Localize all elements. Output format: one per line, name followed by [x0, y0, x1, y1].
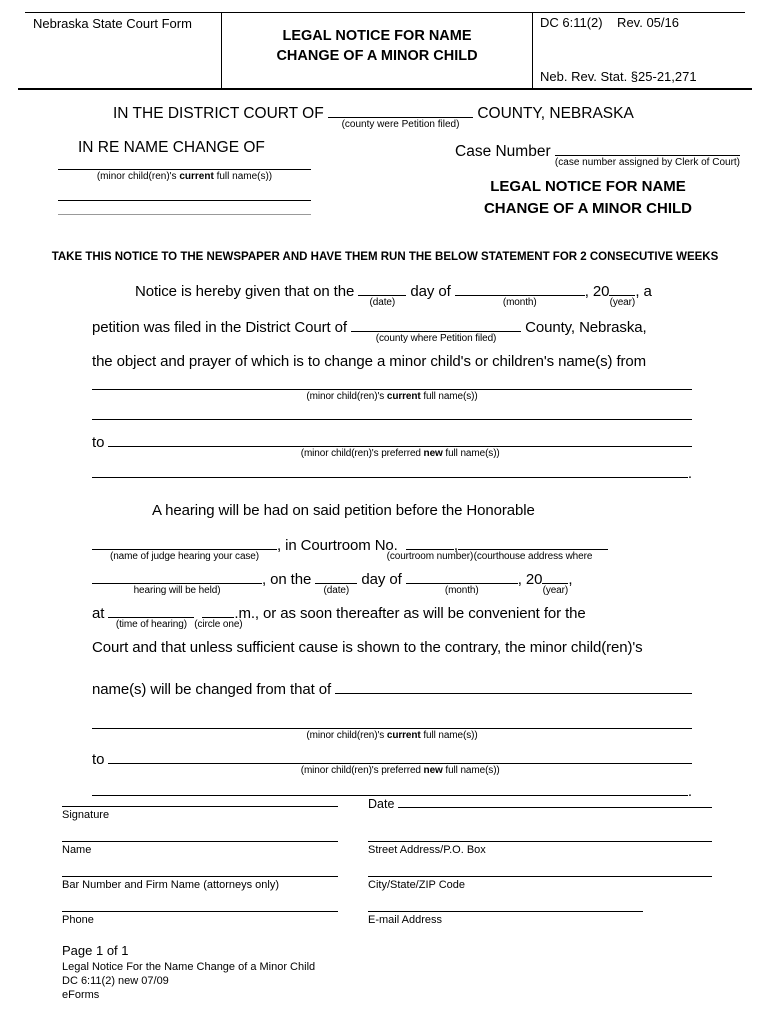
signature-field[interactable]	[62, 796, 338, 807]
hearing-line-6	[92, 679, 692, 699]
am-pm-blank[interactable]	[194, 603, 243, 630]
page-footer	[62, 944, 315, 1002]
current-name-row-2	[92, 405, 692, 425]
notice-line-1	[92, 281, 692, 308]
street-address-field[interactable]	[368, 831, 712, 842]
signature-row-4	[62, 901, 712, 926]
month-hint: (month)	[502, 297, 537, 308]
hearing-text: A hearing will be had on said petition before the Honorable	[152, 502, 535, 519]
date-label: Date	[368, 797, 398, 811]
form-title-line1: LEGAL NOTICE FOR NAME	[282, 28, 472, 44]
name-label: Name	[62, 844, 92, 856]
hint-text: full name(s))	[442, 448, 500, 459]
page-count: Page 1 of 1	[62, 943, 129, 958]
hearing-paragraph	[92, 502, 692, 801]
form-code: DC 6:11(2) Rev. 05/16	[540, 15, 679, 30]
form-type-label: Nebraska State Court Form	[25, 13, 222, 88]
hearing-new-name-row-1	[92, 749, 692, 776]
current-name-row-1	[92, 375, 692, 402]
hint-bold: new	[423, 448, 443, 459]
hint-bold: current	[386, 391, 421, 402]
phone-label: Phone	[62, 914, 94, 926]
courtroom-hint: (courtroom number)	[386, 551, 474, 562]
statute-reference: Neb. Rev. Stat. §25-21,271	[540, 69, 697, 84]
hearing-text: name(s) will be changed from that of	[92, 681, 336, 698]
date-field[interactable]	[398, 796, 712, 808]
address-hint: (courthouse address where	[473, 551, 593, 562]
current-name-hint	[306, 730, 477, 741]
notice-text: , a	[635, 283, 652, 300]
hint-bold: current	[386, 730, 421, 741]
hearing-text: , on the	[262, 571, 316, 588]
court-caption-line	[113, 103, 634, 130]
header-divider	[18, 88, 752, 90]
time-hint: (time of hearing)	[115, 619, 187, 630]
judge-hint: (name of judge hearing your case)	[109, 551, 260, 562]
year-hint: (year)	[609, 297, 636, 308]
hearing-text: ,	[568, 571, 573, 588]
hearing-current-name-row	[92, 714, 692, 741]
courtroom-number-blank[interactable]	[386, 535, 474, 562]
court-suffix: COUNTY, NEBRASKA	[473, 105, 634, 122]
hearing-line-4	[92, 603, 692, 630]
hearing-text: .m., or as soon thereafter as will be convenient for the	[234, 605, 586, 622]
document-title	[448, 176, 728, 220]
year-hint: (year)	[542, 585, 569, 596]
notice-text: , 20	[584, 283, 610, 300]
address-continued-blank[interactable]	[92, 569, 262, 596]
county-filed-blank[interactable]	[351, 317, 521, 344]
signature-row-2	[62, 831, 712, 856]
courthouse-address-blank[interactable]	[458, 535, 608, 562]
eforms-label: eForms	[62, 989, 100, 1001]
new-name-line-2[interactable]	[92, 463, 688, 478]
changed-from-blank[interactable]	[335, 679, 692, 694]
city-state-zip-label: City/State/ZIP Code	[368, 879, 466, 891]
date-hint: (date)	[323, 585, 350, 596]
document-title-line2: CHANGE OF A MINOR CHILD	[483, 200, 693, 217]
current-name-blank-3[interactable]	[58, 201, 311, 215]
hint-text: full name(s))	[442, 765, 500, 776]
form-title-line2: CHANGE OF A MINOR CHILD	[276, 48, 478, 64]
new-name-hint	[301, 765, 500, 776]
email-label: E-mail Address	[368, 914, 442, 926]
name-field[interactable]	[62, 831, 338, 842]
hearing-line-2	[92, 535, 692, 562]
street-address-label: Street Address/P.O. Box	[368, 844, 486, 856]
case-number-line	[455, 141, 741, 168]
current-name-line-2[interactable]	[92, 405, 692, 420]
notice-text: County, Nebraska,	[521, 319, 647, 336]
month-hint: (month)	[444, 585, 479, 596]
form-title	[222, 13, 533, 88]
signature-label: Signature	[62, 809, 110, 821]
to-label: to	[92, 434, 109, 451]
phone-field[interactable]	[62, 901, 338, 912]
notice-text: Notice is hereby given that on the	[135, 283, 359, 300]
current-name-line-1[interactable]	[92, 375, 692, 402]
email-field[interactable]	[368, 901, 643, 912]
hint-text: (minor child(ren)'s	[306, 391, 387, 402]
minor-name-lines	[58, 155, 311, 215]
notice-line-2	[92, 317, 692, 344]
current-name-hint	[306, 391, 477, 402]
bar-number-label: Bar Number and Firm Name (attorneys only)	[62, 879, 280, 891]
new-name-line-3[interactable]	[108, 749, 692, 776]
period: .	[687, 783, 692, 800]
bar-number-field[interactable]	[62, 866, 338, 877]
hearing-text: , 20	[517, 571, 543, 588]
notice-text: petition was filed in the District Court of	[92, 319, 352, 336]
hint-text: full name(s))	[420, 730, 478, 741]
current-name-blank-1[interactable]	[58, 155, 311, 182]
form-code-cell	[533, 13, 745, 88]
hint-text: (minor child(ren)'s preferred	[300, 448, 424, 459]
hearing-line-1	[92, 502, 692, 522]
to-label: to	[92, 751, 109, 768]
hearing-line-5	[92, 639, 692, 659]
hearing-text: at	[92, 605, 109, 622]
hearing-month-blank[interactable]	[406, 569, 518, 596]
judge-name-blank[interactable]	[92, 535, 277, 562]
county-blank[interactable]	[328, 103, 473, 130]
hint-bold: current	[179, 171, 214, 182]
filing-day-blank[interactable]	[358, 281, 406, 308]
hearing-line-3	[92, 569, 692, 596]
hearing-text: Court and that unless sufficient cause is shown to the contrary, the minor child(ren)'s	[92, 639, 643, 656]
hearing-text: ,	[453, 537, 458, 554]
in-re-caption: IN RE NAME CHANGE OF	[78, 139, 265, 156]
signature-row-3	[62, 866, 712, 891]
hint-bold: new	[423, 765, 443, 776]
hearing-text: day of	[357, 571, 406, 588]
new-name-row-1	[92, 432, 692, 459]
notice-text: the object and prayer of which is to change a minor child's or children's name(s) from	[92, 353, 647, 370]
filing-year-blank[interactable]	[609, 281, 636, 308]
hint-text: full name(s))	[213, 171, 273, 182]
newspaper-instruction: TAKE THIS NOTICE TO THE NEWSPAPER AND HAVE THEM RUN THE BELOW STATEMENT FOR 2 CONSECUTIVE WEEKS	[51, 251, 719, 263]
document-title-line1: LEGAL NOTICE FOR NAME	[490, 178, 686, 195]
case-number-hint: (case number assigned by Clerk of Court)	[554, 157, 741, 168]
new-name-hint	[301, 448, 500, 459]
current-name-line-3[interactable]	[92, 714, 692, 741]
hint-text: (minor child(ren)'s preferred	[300, 765, 424, 776]
current-name-blank-2[interactable]	[58, 170, 311, 201]
case-number-blank[interactable]	[554, 141, 741, 168]
county-filed-hint: (county where Petition filed)	[375, 333, 497, 344]
footer-doc-name: Legal Notice For the Name Change of a Minor Child	[62, 961, 316, 973]
signature-block	[62, 796, 712, 936]
period: .	[687, 465, 692, 482]
notice-text: day of	[406, 283, 455, 300]
hearing-time-blank[interactable]	[108, 603, 194, 630]
signature-row-1	[62, 796, 712, 821]
hint-text: (minor child(ren)'s	[96, 171, 180, 182]
court-prefix: IN THE DISTRICT COURT OF	[113, 105, 329, 122]
new-name-line-4[interactable]	[92, 781, 688, 796]
form-header	[25, 12, 745, 88]
date-hint: (date)	[369, 297, 396, 308]
new-name-row-2	[92, 463, 692, 483]
hearing-day-blank[interactable]	[315, 569, 357, 596]
circle-one-hint: (circle one)	[194, 619, 243, 630]
hearing-year-blank[interactable]	[542, 569, 569, 596]
county-hint: (county were Petition filed)	[341, 119, 460, 130]
address-hint-2: hearing will be held)	[133, 585, 221, 596]
hearing-text: , in Courtroom No.	[277, 537, 406, 554]
hint-text: full name(s))	[420, 391, 478, 402]
footer-doc-code: DC 6:11(2) new 07/09	[62, 975, 169, 987]
filing-month-blank[interactable]	[455, 281, 585, 308]
new-name-line-1[interactable]	[108, 432, 692, 459]
notice-paragraph	[92, 281, 692, 483]
hint-text: (minor child(ren)'s	[306, 730, 387, 741]
city-state-zip-field[interactable]	[368, 866, 712, 877]
notice-line-3	[92, 353, 692, 373]
case-number-label: Case Number	[455, 143, 555, 160]
